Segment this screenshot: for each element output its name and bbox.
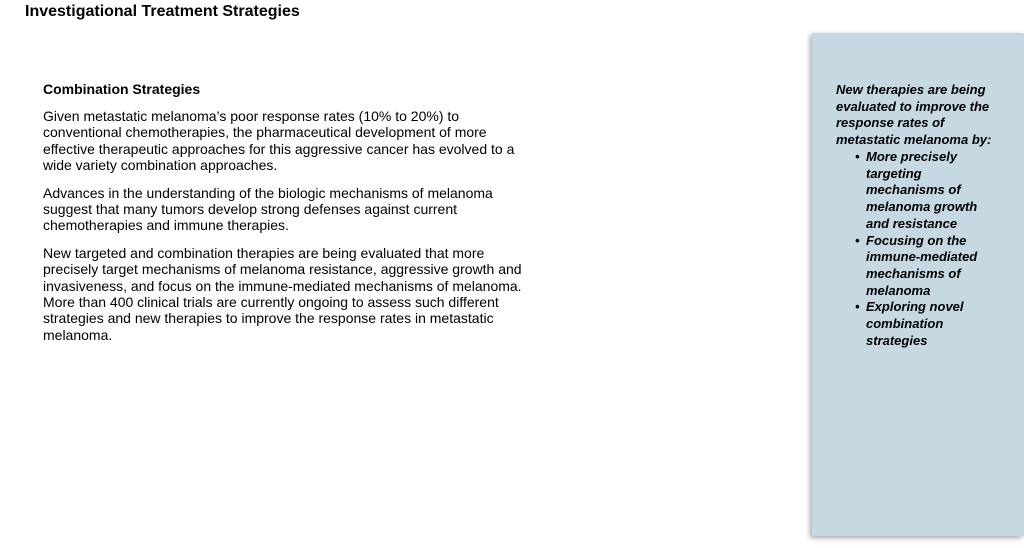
sidebar-intro: New therapies are being evaluated to improve the response rates of metastatic melanoma by: xyxy=(836,82,992,148)
bullet-icon: • xyxy=(855,149,860,164)
list-item xyxy=(855,149,995,233)
list-item-text: Focusing on the immune-mediated mechanisms of melanoma xyxy=(866,232,978,298)
sidebar-panel xyxy=(812,33,1024,536)
list-item-text: More precisely targeting mechanisms of melanoma growth and resistance xyxy=(866,149,978,231)
paragraph-biologic-mechanisms: Advances in the understanding of the biologic mechanisms of melanoma suggest that many tumors develop strong defenses against current chemotherapies and immune therapies. xyxy=(43,184,493,234)
sidebar-bullet-list xyxy=(855,149,995,349)
list-item-text: Exploring novel combination strategies xyxy=(866,299,964,348)
paragraph-response-rates: Given metastatic melanoma’s poor response rates (10% to 20%) to conventional chemotherapies, the pharmaceutical development of more effective therapeutic approaches for this aggressive cancer has evolved to a wide variety combination approaches. xyxy=(43,108,515,174)
page-title: Investigational Treatment Strategies xyxy=(25,3,300,20)
list-item xyxy=(855,233,995,300)
main-content xyxy=(43,81,533,354)
section-heading: Combination Strategies xyxy=(43,81,201,97)
bullet-icon: • xyxy=(855,232,860,248)
bullet-icon: • xyxy=(855,299,860,315)
paragraph-clinical-trials: New targeted and combination therapies are being evaluated that more precisely target mechanisms of melanoma resistance, aggressive growth and invasiveness, and focus on the immune-mediated mechanisms of melanoma. More than 400 clinical trials are currently ongoing to assess such different strategies and new therapies to improve the response rates in metastatic melanoma. xyxy=(43,244,522,343)
list-item xyxy=(855,299,995,349)
